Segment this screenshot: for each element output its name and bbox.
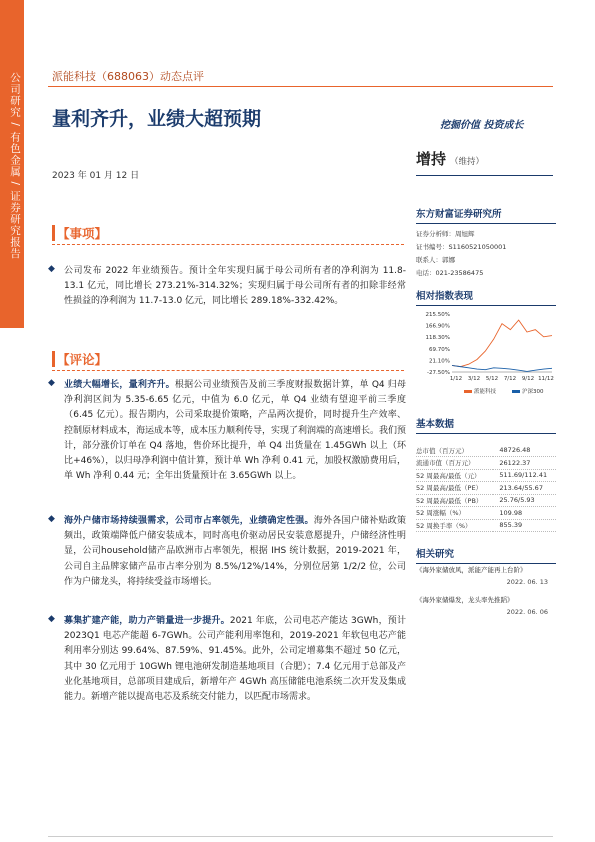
y-tick-label: 69.70% <box>429 346 450 353</box>
legend-label: 派能科技 <box>474 389 497 395</box>
basic-data-key: 52 周涨幅（%） <box>416 507 493 520</box>
tag-bar <box>52 225 55 241</box>
x-tick-label: 1/12 <box>449 376 463 382</box>
related-item-title[interactable]: 《海外家储放风，派能产能再上台阶》 <box>416 566 527 574</box>
basic-data-row <box>416 507 556 520</box>
relative-index-chart <box>416 306 556 406</box>
basic-data-row <box>416 482 556 495</box>
comment-body: 根据公司业绩预告及前三季度财报数据计算，单 Q4 归母净利润区间为 5.35-6.65 亿元，中值为 6.0 亿元，单 Q4 业绩有望迎平前三季度（6.45 亿元）。报告期内，公司采取提价策略，产品两次提价，同时提升生产效率、控制原材料成本，海运成本等，成本压力顺利传导，实现了利润端的高速增长。我们预计，部分涨价订单在 Q4 落地，售价环比提升，单 Q4 出货量在 1.45GWh 以上（环比+46%），以归母净利润中值计算，预计单 Wh 净利 0.41 元，加股权激励费用后，单 Wh 净利 0.44 元；全年出货量预计在 3.65GWh 以上。 <box>64 380 407 482</box>
comment-paragraph <box>48 378 406 484</box>
y-tick-label: 215.50% <box>425 312 450 318</box>
comment-lead: 业绩大幅增长，量利齐升。 <box>64 380 175 390</box>
y-tick-label: 166.90% <box>425 323 450 330</box>
x-tick-label: 9/12 <box>521 376 535 382</box>
basic-data-table <box>416 444 556 532</box>
event-section-divider <box>52 244 404 245</box>
basic-data-key: 流通市值（百万元） <box>416 457 493 470</box>
related-item-date: 2022. 06. 13 <box>506 578 548 586</box>
analyst: 证券分析师：周旭辉 <box>416 230 475 238</box>
contact: 联系人：郭娜 <box>416 256 455 264</box>
basic-data-row <box>416 457 556 470</box>
basic-data-key: 总市值（百万元） <box>416 444 493 457</box>
basic-data-value: 26122.37 <box>493 457 556 470</box>
series-line-1 <box>452 365 552 371</box>
footer-divider <box>48 836 553 837</box>
y-tick-label: 118.30% <box>425 335 450 342</box>
basic-data-value: 109.98 <box>493 507 556 520</box>
basic-data-row <box>416 519 556 532</box>
header-divider <box>48 86 553 87</box>
x-tick-label: 5/12 <box>485 376 499 382</box>
basic-data-value: 511.69/112.41 <box>493 469 556 482</box>
comment-text <box>64 378 406 484</box>
sidebar-label: 公司研究 / 有色金属 / 证券研究报告 <box>9 72 21 260</box>
event-section-title: 【事项】 <box>57 225 108 241</box>
legend-swatch <box>512 390 520 393</box>
tag-bar <box>52 351 55 367</box>
basic-title: 基本数据 <box>416 419 455 430</box>
legend-swatch <box>464 390 472 393</box>
comment-lead: 募集扩建产能，助力产销量进一步提升。 <box>64 616 230 626</box>
comment-text <box>64 614 406 705</box>
comment-text <box>64 514 406 590</box>
basic-data-row <box>416 444 556 457</box>
x-tick-label: 11/12 <box>538 376 554 382</box>
cert-number: 证书编号：S1160521050001 <box>416 243 507 251</box>
related-item-title[interactable]: 《海外家储爆发，龙头率先推蹈》 <box>416 596 514 604</box>
related-list <box>416 564 556 618</box>
event-section-tag <box>52 222 107 242</box>
comment-lead: 海外户储市场持续强需求，公司市占率领先，业绩确定性强。 <box>64 516 314 526</box>
chart-title: 相对指数表现 <box>416 291 474 302</box>
diamond-bullet-icon: ◆ <box>48 614 55 624</box>
slogan: 挖掘价值 投资成长 <box>440 120 524 131</box>
sidebar-band <box>0 0 24 328</box>
y-tick-label: -27.50% <box>427 370 450 376</box>
basic-data-row <box>416 469 556 482</box>
y-tick-label: 21.10% <box>429 358 450 365</box>
legend-label: 沪深300 <box>522 389 544 395</box>
rating-label: 增持 <box>416 150 447 168</box>
basic-data-key: 52 周换手率（%） <box>416 519 493 532</box>
basic-data-value: 48726.48 <box>493 444 556 457</box>
basic-data-value: 213.64/55.67 <box>493 482 556 495</box>
comment-section-title: 【评论】 <box>57 351 108 367</box>
comment-body: 2021 年底，公司电芯产能达 3GWh，预计 2023Q1 电芯产能超 6-7GWh。公司产能利用率饱和，2019-2021 年软包电芯产能利用率分别达 99.64%、87.59%、91.45%。此外，公司定增募集不超过 50 亿元，其中 30 亿元用于 10GWh 锂电池研发制造基地项目（合肥）；7.4 亿元用于总部及产业化基地项目，总部项目建成后，新增年产 4GWh 高压储能电池系统二次开发及集成能力。新增产能以提高电芯及系统交付能力，以匹配市场需求。 <box>64 616 406 703</box>
basic-data-key: 52 周最高/最低（元） <box>416 469 493 482</box>
basic-data-row <box>416 494 556 507</box>
rating-block <box>416 148 484 169</box>
chart-header <box>416 288 556 306</box>
report-company-header: 派能科技（688063）动态点评 <box>52 70 204 83</box>
series-line-0 <box>452 320 552 367</box>
page-title: 量利齐升，业绩大超预期 <box>52 108 262 130</box>
diamond-bullet-icon: ◆ <box>48 378 55 388</box>
related-header <box>416 546 556 564</box>
report-date: 2023 年 01 月 12 日 <box>52 171 140 181</box>
comment-paragraph <box>48 614 406 705</box>
related-item-date: 2022. 06. 06 <box>506 608 548 616</box>
basic-data-value: 855.39 <box>493 519 556 532</box>
diamond-bullet-icon: ◆ <box>48 264 55 274</box>
basic-header <box>416 416 556 434</box>
firm-divider <box>416 223 556 224</box>
rating-divider <box>416 175 553 176</box>
firm-name: 东方财富证券研究所 <box>416 209 502 220</box>
basic-data-value: 25.76/5.93 <box>493 494 556 507</box>
rating-sub: （维持） <box>450 157 485 167</box>
comment-section-tag <box>52 348 107 368</box>
basic-data-key: 52 周最高/最低（PB） <box>416 494 493 507</box>
chart-svg <box>416 306 556 406</box>
firm-info <box>416 206 556 280</box>
comment-paragraph <box>48 514 406 590</box>
comment-body: 海外各国户储补贴政策频出，政策端降低户储安装成本，同时高电价驱动居民安装意愿提升，户储经济性明显，公司household储产品欧洲市占率领先，根据 IHS 统计数据，2019-2021 年，公司自主品牌家储产品市占率分别为 8.5%/12%/14%，分别位居第 1/2/2 位，公司作为户储龙头，将持续受益市场增长。 <box>64 516 406 587</box>
event-text: 公司发布 2022 年业绩预告。预计全年实现归属于母公司所有者的净利润为 11.8-13.1 亿元，同比增长 273.21%-314.32%；实现归属于母公司所有者的扣除非经常性损益的净利润为 11.7-13.0 亿元，同比增长 289.18%-332.42%。 <box>64 266 406 307</box>
event-paragraph <box>48 264 406 310</box>
phone: 电话：021-23586475 <box>416 269 484 277</box>
basic-divider <box>416 433 556 434</box>
diamond-bullet-icon: ◆ <box>48 514 55 524</box>
basic-data-key: 52 周最高/最低（PE） <box>416 482 493 495</box>
related-title: 相关研究 <box>416 549 455 560</box>
x-tick-label: 7/12 <box>503 376 517 382</box>
comment-section-divider <box>52 370 404 371</box>
x-tick-label: 3/12 <box>467 376 481 382</box>
